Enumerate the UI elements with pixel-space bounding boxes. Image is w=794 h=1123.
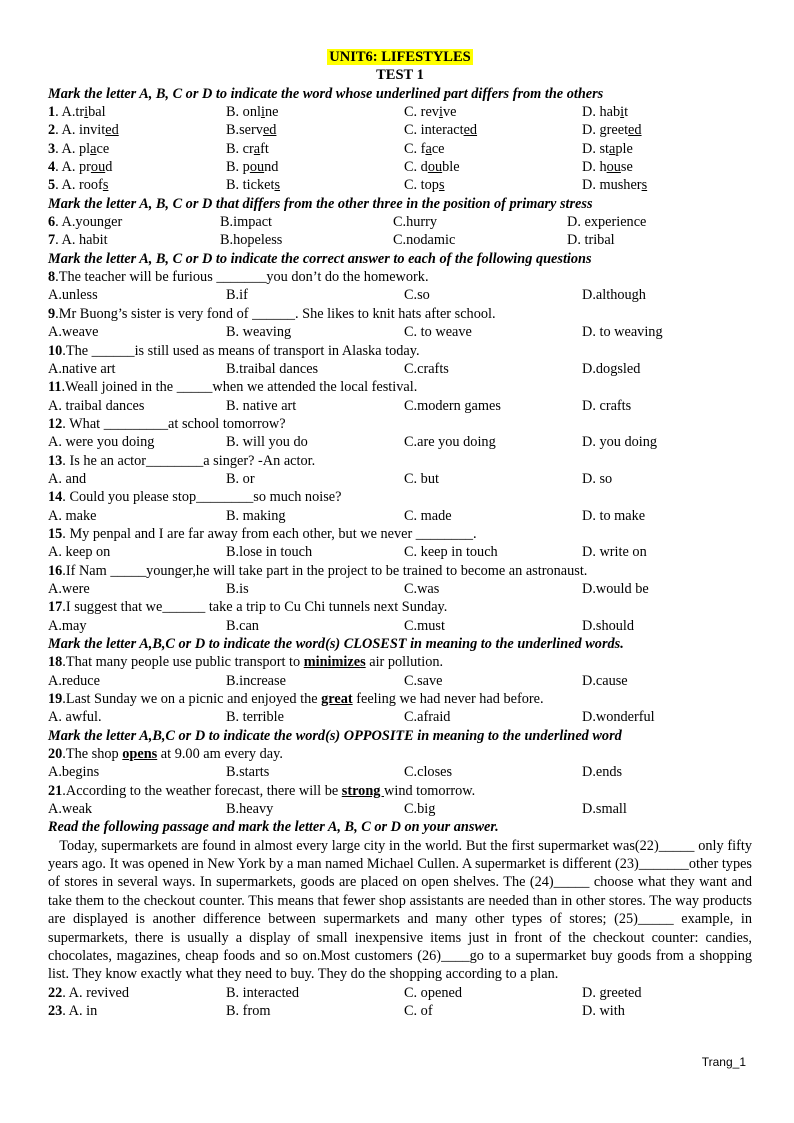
option-d: D.cause	[582, 672, 628, 689]
underlined-part: ed	[262, 122, 277, 139]
option-b: B. from	[226, 1002, 271, 1019]
question-number: 15	[48, 525, 63, 542]
question-line: 12. What _________at school tomorrow?	[48, 415, 286, 432]
option-d: D.wonderful	[582, 709, 655, 726]
question-number: 16	[48, 562, 63, 579]
option-c: C.are you doing	[404, 434, 496, 451]
option-d: D. house	[582, 159, 633, 176]
underlined-part: a	[425, 140, 432, 157]
underlined-keyword: strong	[341, 782, 385, 799]
underlined-part: ed	[105, 122, 119, 139]
section6-items	[48, 984, 752, 1021]
option-b: B. weaving	[226, 324, 292, 341]
question-number: 7	[48, 232, 56, 249]
option-a: 6. A.younger	[48, 214, 123, 231]
question-number: 12	[48, 415, 63, 432]
underlined-part: ed	[628, 122, 642, 139]
option-a: A.weak	[48, 801, 93, 818]
underlined-keyword: great	[321, 691, 353, 708]
option-row	[48, 470, 752, 488]
option-b: B.traibal dances	[226, 360, 319, 377]
underlined-part: ou	[90, 159, 106, 176]
option-d: D. crafts	[582, 397, 632, 414]
option-d: D. to make	[582, 507, 646, 524]
option-row	[48, 672, 752, 690]
option-d: D. to weaving	[582, 324, 663, 341]
section3-instruction: Mark the letter A, B, C or D to indicate the correct answer to each of the following questions	[48, 250, 592, 267]
option-b: B.heavy	[226, 801, 274, 818]
option-c: C.hurry	[393, 214, 438, 231]
page-number: Trang_1	[701, 1055, 746, 1069]
option-b: B. native art	[226, 397, 297, 414]
option-a: 7. A. habit	[48, 232, 108, 249]
option-c: C.nodamic	[393, 232, 456, 249]
question-line: 18.That many people use public transport to minimizes air pollution.	[48, 654, 444, 671]
section6-instruction: Read the following passage and mark the letter A, B, C or D on your answer.	[48, 819, 499, 836]
option-d: D. staple	[582, 140, 633, 157]
option-c: C.closes	[404, 764, 453, 781]
option-row	[48, 103, 752, 121]
question-line: 19.Last Sunday we on a picnic and enjoyed the great feeling we had never had before.	[48, 691, 544, 708]
underlined-part: ou	[249, 159, 265, 176]
option-d: D. mushers	[582, 177, 648, 194]
question-line: 17.I suggest that we______ take a trip to Cu Chi tunnels next Sunday.	[48, 599, 448, 616]
question-number: 13	[48, 452, 63, 469]
option-d: D. with	[582, 1002, 625, 1019]
option-d: D. greeted	[582, 984, 642, 1001]
option-b: B. online	[226, 104, 279, 121]
question-number: 11	[48, 379, 62, 396]
option-b: B. pound	[226, 159, 279, 176]
question-number: 10	[48, 342, 63, 359]
section2-items	[48, 213, 752, 250]
option-a: A. keep on	[48, 544, 111, 561]
option-row	[48, 580, 752, 598]
option-b: B.lose in touch	[226, 544, 313, 561]
question-line: 21.According to the weather forecast, there will be strong wind tomorrow.	[48, 782, 476, 799]
option-b: B. tickets	[226, 177, 281, 194]
option-row	[48, 543, 752, 561]
option-row	[48, 231, 752, 249]
option-row	[48, 984, 752, 1002]
section1-items	[48, 103, 752, 195]
option-b: B.is	[226, 580, 249, 597]
question-line: 10.The ______is still used as means of transport in Alaska today.	[48, 342, 420, 359]
option-c: C.save	[404, 672, 443, 689]
option-c: C. but	[404, 470, 439, 487]
option-row	[48, 286, 752, 304]
question-number: 19	[48, 691, 63, 708]
option-b: B. or	[226, 470, 255, 487]
option-b: B.served	[226, 122, 277, 139]
option-a: A.native art	[48, 360, 116, 377]
option-b: B.hopeless	[220, 232, 283, 249]
section5-items	[48, 745, 752, 818]
question-number: 3	[48, 140, 56, 157]
option-b: B.can	[226, 617, 259, 634]
option-a: A. awful.	[48, 709, 102, 726]
underlined-part: a	[253, 140, 261, 157]
question-line: 13. Is he an actor________a singer? -An actor.	[48, 452, 316, 469]
question-line: 11.Weall joined in the _____when we attended the local festival.	[48, 379, 418, 396]
option-d: D.should	[582, 617, 635, 634]
option-row	[48, 158, 752, 176]
option-c: C. revive	[404, 104, 457, 121]
option-c: C.crafts	[404, 360, 449, 377]
option-row	[48, 121, 752, 139]
underlined-part: i	[438, 104, 443, 121]
option-c: C. to weave	[404, 324, 472, 341]
option-a: A.weave	[48, 324, 99, 341]
option-b: B. interacted	[226, 984, 300, 1001]
option-c: C. face	[404, 140, 445, 157]
question-number: 14	[48, 489, 63, 506]
option-a: A. traibal dances	[48, 397, 145, 414]
question-number: 17	[48, 599, 63, 616]
underlined-part: s	[438, 177, 445, 194]
question-line: 9.Mr Buong’s sister is very fond of ______. She likes to knit hats after school.	[48, 305, 496, 322]
option-d: D.although	[582, 287, 646, 304]
question-number: 5	[48, 177, 56, 194]
option-b: B. craft	[226, 140, 269, 157]
underlined-keyword: minimizes	[303, 654, 366, 671]
option-a: A.begins	[48, 764, 100, 781]
option-a: A. were you doing	[48, 434, 155, 451]
option-c: C. of	[404, 1002, 433, 1019]
section3-items	[48, 268, 752, 635]
worksheet-page	[48, 48, 752, 1020]
option-a: 22. A. revived	[48, 984, 129, 1001]
page-title: UNIT6: LIFESTYLES	[329, 49, 471, 65]
section5-instruction: Mark the letter A,B,C or D to indicate the word(s) OPPOSITE in meaning to the underlined word	[48, 727, 622, 744]
option-a: A. and	[48, 470, 87, 487]
option-row	[48, 1002, 752, 1020]
option-d: D. experience	[567, 214, 647, 231]
option-a: 2. A. invited	[48, 122, 119, 139]
option-row	[48, 360, 752, 378]
option-c: C. made	[404, 507, 452, 524]
option-b: B.starts	[226, 764, 270, 781]
section2-instruction: Mark the letter A, B, C or D that differs from the other three in the position of primary stress	[48, 195, 593, 212]
option-d: D.ends	[582, 764, 623, 781]
option-c: C.so	[404, 287, 430, 304]
question-number: 22	[48, 984, 63, 1001]
option-row	[48, 433, 752, 451]
option-row	[48, 397, 752, 415]
option-c: C. interacted	[404, 122, 478, 139]
question-number: 9	[48, 305, 56, 322]
option-c: C.was	[404, 580, 440, 597]
question-number: 8	[48, 269, 56, 286]
option-a: A.may	[48, 617, 87, 634]
option-c: C.afraid	[404, 709, 451, 726]
question-number: 18	[48, 654, 63, 671]
underlined-keyword: opens	[122, 746, 158, 763]
option-a: 5. A. roofs	[48, 177, 109, 194]
option-a: A.unless	[48, 287, 98, 304]
underlined-part: a	[90, 140, 97, 157]
option-b: B. terrible	[226, 709, 284, 726]
underlined-part: ou	[606, 159, 621, 176]
underlined-part: s	[274, 177, 281, 194]
option-row	[48, 708, 752, 726]
option-row	[48, 507, 752, 525]
option-d: D.would be	[582, 580, 649, 597]
question-number: 23	[48, 1002, 63, 1019]
question-number: 4	[48, 159, 56, 176]
underlined-part: i	[84, 104, 89, 121]
underlined-part: ou	[427, 159, 443, 176]
option-a: 4. A. proud	[48, 159, 113, 176]
section4-items	[48, 653, 752, 726]
reading-passage: Today, supermarkets are found in almost every large city in the world. But the first supermarket was(22)_____ only fifty years ago. It was opened in New York by a man named Michael Cullen. A supermarket is different (23)_______other types of stores in several ways. In supermarkets, goods are placed on open shelves. The (24)_____ choose what they want and take them to the checkout counter. This means that fewer shop assistants are needed than in other stores. The way products are displayed is another difference between supermarkets and many other types of stores; (25)_____ example, in supermarkets, there is usually a display of small inexpensive items just in front of the checkout counter: candies, chocolates, magazines, cheap foods and so on.Most customers (26)____go to a supermarket buy goods from a shopping list. They know exactly what they need to buy. They do the shopping according to a plan.	[48, 837, 752, 983]
test-subtitle: TEST 1	[376, 67, 424, 84]
option-d: D. tribal	[567, 232, 615, 249]
option-c: C.modern games	[404, 397, 501, 414]
option-row	[48, 176, 752, 194]
question-line: 14. Could you please stop________so much noise?	[48, 489, 342, 506]
underlined-part: ed	[463, 122, 478, 139]
question-number: 20	[48, 746, 63, 763]
option-d: D. you doing	[582, 434, 658, 451]
option-row	[48, 800, 752, 818]
option-d: D. write on	[582, 544, 647, 561]
question-number: 6	[48, 214, 56, 231]
underlined-part: s	[102, 177, 109, 194]
underlined-part: i	[260, 104, 265, 121]
question-number: 2	[48, 122, 56, 139]
underlined-part: a	[609, 140, 616, 157]
option-row	[48, 763, 752, 781]
option-c: C.must	[404, 617, 445, 634]
option-row	[48, 213, 752, 231]
option-d: D.dogsled	[582, 360, 641, 377]
question-line: 15. My penpal and I are far away from each other, but we never ________.	[48, 525, 477, 542]
option-row	[48, 323, 752, 341]
option-b: B.impact	[220, 214, 273, 231]
option-d: D. so	[582, 470, 613, 487]
option-a: A.reduce	[48, 672, 100, 689]
underlined-part: i	[620, 104, 625, 121]
option-b: B.increase	[226, 672, 286, 689]
option-a: 23. A. in	[48, 1002, 98, 1019]
question-line: 16.If Nam _____younger,he will take part in the project to be trained to become an astronaust.	[48, 562, 588, 579]
option-c: C. double	[404, 159, 460, 176]
option-a: A. make	[48, 507, 97, 524]
option-c: C. opened	[404, 984, 462, 1001]
option-d: D.small	[582, 801, 627, 818]
option-a: 3. A. place	[48, 140, 110, 157]
option-b: B. making	[226, 507, 286, 524]
option-b: B.if	[226, 287, 248, 304]
option-a: 1. A.tribal	[48, 104, 106, 121]
option-row	[48, 617, 752, 635]
option-c: C. keep in touch	[404, 544, 498, 561]
underlined-part: s	[641, 177, 648, 194]
option-a: A.were	[48, 580, 90, 597]
option-d: D. habit	[582, 104, 629, 121]
section1-instruction: Mark the letter A, B, C or D to indicate the word whose underlined part differs from the others	[48, 85, 604, 102]
question-number: 21	[48, 782, 63, 799]
section4-instruction: Mark the letter A,B,C or D to indicate the word(s) CLOSEST in meaning to the underlined words.	[48, 636, 624, 652]
option-c: C.big	[404, 801, 436, 818]
question-line: 20.The shop opens at 9.00 am every day.	[48, 746, 283, 763]
question-line: 8.The teacher will be furious _______you don’t do the homework.	[48, 269, 429, 286]
option-b: B. will you do	[226, 434, 308, 451]
option-d: D. greeted	[582, 122, 642, 139]
option-c: C. tops	[404, 177, 445, 194]
question-number: 1	[48, 104, 56, 121]
option-row	[48, 140, 752, 158]
